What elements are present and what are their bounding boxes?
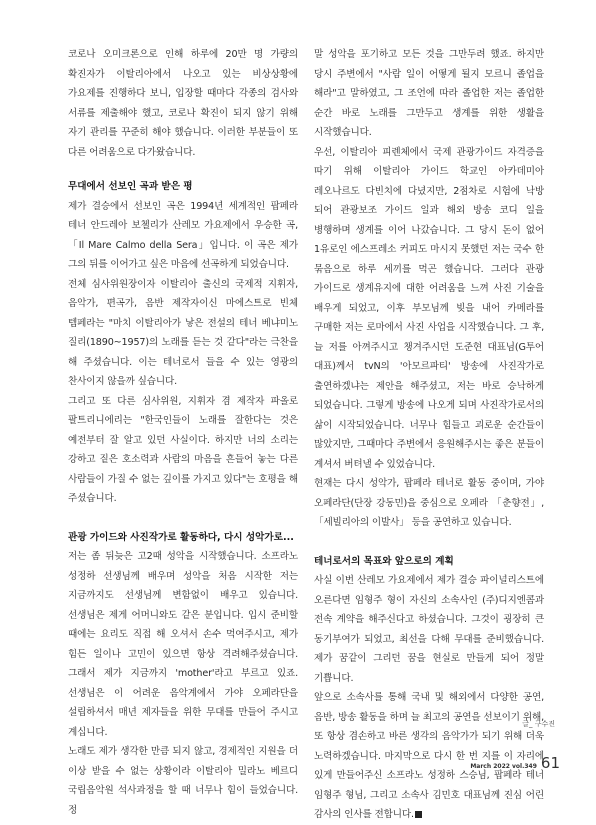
paragraph: 우선, 이탈리아 피렌체에서 국제 관광가이드 자격증을 따기 위해 이탈리아 가이드 학교인 아카데미아 레오나르도 다빈치에 다녔지만, 2점차로 시험에 낙방 되어 관광보조 가이드 일과 해외 방송 코디 일을 병행하며 생계를 이어 나갔습니다. 그 당시 돈이 없어 1유로인 에스프레소 커피도 마시지 못했던 저는 국수 한 묶음으로 하루 세끼를 먹곤 했습니다. 그러다 관광 가이드로 생계유지에 대한 어려움을 느껴 사진 기술을 배우게 되었고, 이후 부모님께 빚을 내어 카메라를 구매한 저는 로마에서 사진 사업을 시작했습니다. 그 후, 늘 저를 아껴주시고 챙겨주시던 도준현 대표님(G투어 대표)께서 tvN의 '아모르파티' 방송에 사진작가로 출연하겠냐는 제안을 해주셨고, 저는 바로 승낙하게 되었습니다. 그렇게 방송에 나오게 되며 사진작가로서의 삶이 시작되었습니다. 너무나 힘들고 괴로운 순간들이 많았지만, 그때마다 주변에서 응원해주시는 좋은 분들이 계셔서 버텨낼 수 있었습니다. [314, 146, 544, 470]
page-footer [470, 754, 560, 772]
paragraph: 제가 결승에서 선보인 곡은 1994년 세계적인 팝페라 테너 안드레아 보첼리가 산레모 가요제에서 우승한 곡, 「Il Mare Calmo della Sera」입니다. 이 곡은 제가 그의 뒤를 이어가고 싶은 마음에 선곡하게 되었습니다. [68, 200, 298, 270]
closing-paragraph-text: 앞으로 소속사를 통해 국내 및 해외에서 다양한 공연, 음반, 방송 활동을 하며 늘 최고의 공연을 선보이기 위해, 또 항상 겸손하고 바른 생각의 음악가가 되기 위해 더욱 노력하겠습니다. 마지막으로 다시 한 번 지를 이 자리에 있게 만들어주신 소프라노 성정하 스승님, 팝페라 테너 임형주 형님, 그리고 소속사 김민호 대표님께 진심 어린 감사의 인사를 전합니다. [314, 692, 544, 820]
end-of-article-mark [415, 811, 422, 818]
paragraph: 전체 심사위원장이자 이탈리아 출신의 국제적 지휘자, 음악가, 편곡가, 음반 제작자이신 마에스트로 빈체 템페라는 "마치 이탈리아가 낳은 전설의 테너 베냐미노 질리(1890~1957)의 노래를 듣는 것 같다"라는 극찬을 해 주셨습니다. 이는 테너로서 들을 수 있는 영광의 찬사이지 않을까 싶습니다. [68, 278, 298, 387]
section-heading: 테너로서의 목표와 앞으로의 계획 [314, 555, 454, 567]
left-column [68, 45, 298, 820]
paragraph: 사실 이번 산레모 가요제에서 제가 결승 파이널리스트에 오른다면 임형주 형이 자신의 소속사인 (주)디지엔콤과 전속 계약을 해주신다고 하셨습니다. 그것이 굉장히 큰 동기부여가 되었고, 최선을 다해 무대를 준비했습니다. 제가 꿈같이 그리던 꿈을 현실로 만들게 되어 정말 기쁩니다. [314, 575, 544, 684]
paragraph: 코로나 오미크론으로 인해 하루에 20만 명 가량의 확진자가 이탈리아에서 나오고 있는 비상상황에 가요제를 진행하다 보니, 입장할 때마다 각종의 검사와 서류를 제출해야 했고, 코로나 확진이 되지 않기 위해 자기 관리를 꾸준히 해야 했습니다. 이러한 부분들이 또 다른 어려움으로 다가왔습니다. [68, 49, 298, 158]
author-credit: 글_ 구수진 [522, 720, 555, 728]
paragraph: 저는 좀 뒤늦은 고2때 성악을 시작했습니다. 소프라노 성정하 선생님께 배우며 성악을 처음 시작한 저는 지금까지도 선생님께 변함없이 배우고 있습니다. 선생님은 제게 어머니와도 같은 분입니다. 입시 준비할 때에는 요리도 직접 해 오셔서 손수 먹여주시고, 제가 힘든 일이나 고민이 있으면 항상 격려해주셨습니다. 그래서 제가 지금까지 'mother'라고 부르고 있죠. 선생님은 이 어려운 음악계에서 가야 오페라단을 설립하셔서 매년 제자들을 위한 무대를 만들어 주시고 계십니다. [68, 551, 298, 738]
right-column [314, 45, 544, 825]
section-heading: 관광 가이드와 사진작가로 활동하다, 다시 성악가로... [68, 531, 294, 543]
page-number: 61 [540, 754, 560, 772]
paragraph: 말 성악을 포기하고 모든 것을 그만두려 했죠. 하지만 당시 주변에서 "사람 일이 어떻게 될지 모르니 졸업을 해라"고 말하였고, 그 조언에 따라 졸업한 저는 졸업한 순간 바로 노래를 그만두고 생계를 위한 생활을 시작했습니다. [314, 49, 544, 138]
paragraph: 현재는 다시 성악가, 팝페라 테너로 활동 중이며, 가야 오페라단(단장 강동민)을 중심으로 오페라 「춘향전」, 「세빌리아의 이발사」 등을 공연하고 있습니다. [314, 478, 544, 528]
paragraph: 그리고 또 다른 심사위원, 지휘자 겸 제작자 파올로 팔트리니에리는 "한국인들이 노래를 잘한다는 것은 예전부터 잘 알고 있던 사실이다. 하지만 너의 소리는 강하고 짙은 호소력과 사람의 마음을 흔들어 놓는 다른 사람들이 가질 수 없는 깊이를 가지고 있다"는 호평을 해 주셨습니다. [68, 395, 298, 504]
issue-label: March 2022 vol.349 [470, 763, 537, 770]
paragraph: 노래도 제가 생각한 만큼 되지 않고, 경제적인 지원을 더 이상 받을 수 없는 상황이라 이탈리아 밀라노 베르디 국립음악원 석사과정을 할 때 너무나 힘이 들었습니다. 정 [68, 746, 298, 816]
section-heading: 무대에서 선보인 곡과 받은 평 [68, 181, 193, 192]
